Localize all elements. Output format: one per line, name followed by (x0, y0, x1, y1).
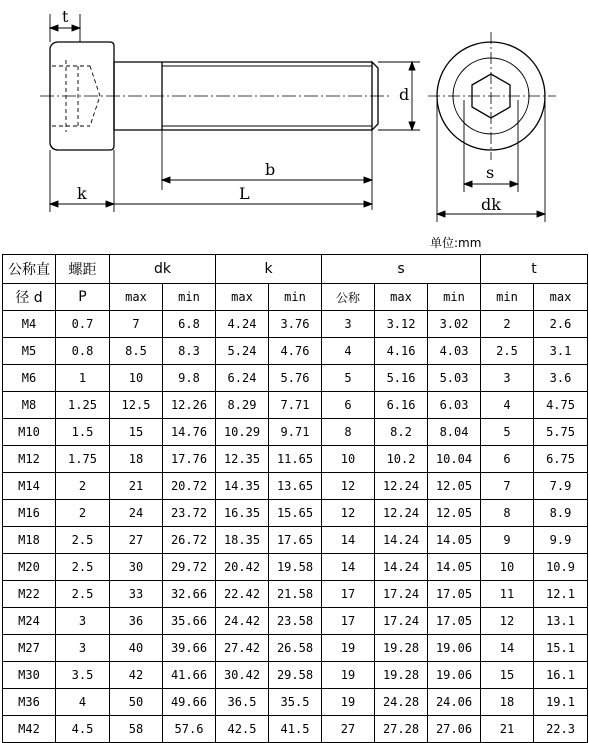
table-cell: 3.02 (428, 311, 481, 338)
table-cell: 0.7 (56, 311, 110, 338)
table-cell: 6 (322, 392, 375, 419)
table-cell: M8 (3, 392, 56, 419)
table-cell: 8 (322, 419, 375, 446)
table-row (3, 662, 588, 689)
label-L: L (239, 184, 250, 203)
table-cell: 12.24 (375, 473, 428, 500)
table-cell: 2.5 (56, 581, 110, 608)
table-cell: 3 (481, 365, 534, 392)
technical-drawing (0, 0, 589, 230)
table-cell: 6 (481, 446, 534, 473)
table-cell: 5 (481, 419, 534, 446)
table-cell: 12 (481, 608, 534, 635)
table-cell: 3 (56, 635, 110, 662)
table-cell: 15.65 (269, 500, 322, 527)
table-row (3, 419, 588, 446)
table-cell: 9 (481, 527, 534, 554)
table-cell: 4.03 (428, 338, 481, 365)
table-cell: 2.5 (481, 338, 534, 365)
table-cell: 10.2 (375, 446, 428, 473)
table-cell: M42 (3, 716, 56, 743)
table-cell: 21 (481, 716, 534, 743)
table-cell: 4.76 (269, 338, 322, 365)
unit-label: 单位:mm (430, 236, 482, 250)
table-cell: 8.9 (534, 500, 588, 527)
table-cell: 10.29 (216, 419, 269, 446)
header-s-max: max (375, 284, 428, 311)
table-cell: 3.6 (534, 365, 588, 392)
header-dk-min: min (163, 284, 216, 311)
header-t: t (481, 255, 588, 284)
table-cell: 9.8 (163, 365, 216, 392)
table-cell: 5.03 (428, 365, 481, 392)
table-cell: 12 (322, 473, 375, 500)
table-cell: 12 (322, 500, 375, 527)
table-cell: 27.06 (428, 716, 481, 743)
header-k-max: max (216, 284, 269, 311)
table-cell: M24 (3, 608, 56, 635)
table-cell: 36.5 (216, 689, 269, 716)
table-cell: 39.66 (163, 635, 216, 662)
table-cell: 3 (322, 311, 375, 338)
table-cell: M4 (3, 311, 56, 338)
table-cell: M22 (3, 581, 56, 608)
table-cell: 30 (110, 554, 163, 581)
table-cell: 12.5 (110, 392, 163, 419)
table-cell: 17 (322, 581, 375, 608)
table-cell: 17.65 (269, 527, 322, 554)
table-cell: 27.42 (216, 635, 269, 662)
table-cell: 33 (110, 581, 163, 608)
table-cell: M16 (3, 500, 56, 527)
label-t: t (62, 7, 69, 26)
table-row (3, 365, 588, 392)
table-cell: M6 (3, 365, 56, 392)
table-cell: M18 (3, 527, 56, 554)
table-row (3, 716, 588, 743)
table-cell: 14.24 (375, 554, 428, 581)
table-cell: 6.03 (428, 392, 481, 419)
table-cell: 15 (110, 419, 163, 446)
table-cell: 2 (56, 500, 110, 527)
header-pitch: 螺距 (56, 255, 110, 284)
table-cell: 2.6 (534, 311, 588, 338)
table-cell: 14 (481, 635, 534, 662)
table-cell: 17 (322, 608, 375, 635)
label-b: b (265, 160, 276, 179)
table-cell: 24.42 (216, 608, 269, 635)
table-cell: M30 (3, 662, 56, 689)
table-cell: M14 (3, 473, 56, 500)
table-cell: 5.16 (375, 365, 428, 392)
table-cell: 30.42 (216, 662, 269, 689)
table-cell: 27 (322, 716, 375, 743)
table-cell: 16.35 (216, 500, 269, 527)
header-k-min: min (269, 284, 322, 311)
table-cell: 19 (322, 662, 375, 689)
label-s: s (486, 163, 495, 182)
table-row (3, 446, 588, 473)
dim-k-L (50, 150, 372, 212)
header-t-max: max (534, 284, 588, 311)
table-cell: M20 (3, 554, 56, 581)
table-cell: 19.06 (428, 635, 481, 662)
table-cell: 14.05 (428, 527, 481, 554)
table-cell: 19.06 (428, 662, 481, 689)
table-cell: 10 (481, 554, 534, 581)
table-cell: 10.04 (428, 446, 481, 473)
table-cell: 7.71 (269, 392, 322, 419)
table-cell: 50 (110, 689, 163, 716)
table-cell: M36 (3, 689, 56, 716)
table-cell: 42.5 (216, 716, 269, 743)
table-cell: 3.12 (375, 311, 428, 338)
header-k: k (216, 255, 322, 284)
table-row (3, 311, 588, 338)
table-cell: 4.16 (375, 338, 428, 365)
table-cell: 26.72 (163, 527, 216, 554)
table-cell: 1.25 (56, 392, 110, 419)
table-cell: 9.71 (269, 419, 322, 446)
table-cell: M5 (3, 338, 56, 365)
table-row (3, 392, 588, 419)
table-cell: 7 (110, 311, 163, 338)
header-nominal: 公称直 (3, 255, 56, 284)
table-cell: 4.75 (534, 392, 588, 419)
table-cell: 35.66 (163, 608, 216, 635)
table-row (3, 689, 588, 716)
table-cell: M10 (3, 419, 56, 446)
table-cell: 3.1 (534, 338, 588, 365)
table-cell: 5.24 (216, 338, 269, 365)
table-cell: 57.6 (163, 716, 216, 743)
table-cell: 21.58 (269, 581, 322, 608)
label-k: k (77, 184, 87, 203)
table-cell: M27 (3, 635, 56, 662)
table-cell: 0.8 (56, 338, 110, 365)
table-cell: 1.75 (56, 446, 110, 473)
table-cell: 2.5 (56, 554, 110, 581)
table-cell: 12.05 (428, 473, 481, 500)
table-cell: M12 (3, 446, 56, 473)
table-cell: 23.58 (269, 608, 322, 635)
table-cell: 17.05 (428, 581, 481, 608)
table-cell: 8.04 (428, 419, 481, 446)
table-cell: 5.76 (269, 365, 322, 392)
table-row (3, 608, 588, 635)
table-cell: 12.05 (428, 500, 481, 527)
header-s-min: min (428, 284, 481, 311)
table-cell: 4.24 (216, 311, 269, 338)
table-cell: 7.9 (534, 473, 588, 500)
table-cell: 24.28 (375, 689, 428, 716)
table-cell: 40 (110, 635, 163, 662)
table-cell: 12.24 (375, 500, 428, 527)
table-cell: 8 (481, 500, 534, 527)
table-row (3, 635, 588, 662)
table-cell: 8.5 (110, 338, 163, 365)
table-cell: 19.58 (269, 554, 322, 581)
table-cell: 10 (322, 446, 375, 473)
table-cell: 17.24 (375, 608, 428, 635)
screw-head (50, 42, 114, 150)
table-row (3, 527, 588, 554)
table-cell: 10.9 (534, 554, 588, 581)
table-cell: 8.2 (375, 419, 428, 446)
table-cell: 2 (56, 473, 110, 500)
table-cell: 4.5 (56, 716, 110, 743)
table-cell: 14.05 (428, 554, 481, 581)
header-nominal-2: 径 d (3, 284, 56, 311)
table-cell: 4 (56, 689, 110, 716)
table-cell: 7 (481, 473, 534, 500)
table-cell: 23.72 (163, 500, 216, 527)
table-cell: 14.24 (375, 527, 428, 554)
table-row (3, 500, 588, 527)
table-cell: 11.65 (269, 446, 322, 473)
table-cell: 32.66 (163, 581, 216, 608)
table-row (3, 473, 588, 500)
table-cell: 15 (481, 662, 534, 689)
table-cell: 58 (110, 716, 163, 743)
table-cell: 6.16 (375, 392, 428, 419)
table-cell: 3.76 (269, 311, 322, 338)
table-cell: 3.5 (56, 662, 110, 689)
table-cell: 29.72 (163, 554, 216, 581)
table-cell: 27.28 (375, 716, 428, 743)
table-cell: 2 (481, 311, 534, 338)
table-cell: 21 (110, 473, 163, 500)
table-cell: 11 (481, 581, 534, 608)
table-cell: 8.3 (163, 338, 216, 365)
table-cell: 17.24 (375, 581, 428, 608)
table-cell: 3 (56, 608, 110, 635)
table-cell: 6.75 (534, 446, 588, 473)
header-pitch-2: P (56, 284, 110, 311)
table-cell: 18.35 (216, 527, 269, 554)
table-cell: 4 (481, 392, 534, 419)
table-cell: 22.42 (216, 581, 269, 608)
table-cell: 6.8 (163, 311, 216, 338)
table-cell: 14 (322, 554, 375, 581)
table-cell: 5 (322, 365, 375, 392)
table-cell: 22.3 (534, 716, 588, 743)
table-cell: 14.35 (216, 473, 269, 500)
table-cell: 4 (322, 338, 375, 365)
label-d: d (399, 85, 410, 104)
table-cell: 13.65 (269, 473, 322, 500)
table-cell: 19 (322, 635, 375, 662)
table-cell: 14 (322, 527, 375, 554)
table-cell: 12.26 (163, 392, 216, 419)
header-row-2 (3, 284, 588, 311)
table-row (3, 581, 588, 608)
table-cell: 8.29 (216, 392, 269, 419)
table-cell: 19.28 (375, 662, 428, 689)
table-cell: 6.24 (216, 365, 269, 392)
table-cell: 14.76 (163, 419, 216, 446)
table-cell: 19 (322, 689, 375, 716)
table-cell: 27 (110, 527, 163, 554)
table-row (3, 338, 588, 365)
table-cell: 17.05 (428, 608, 481, 635)
table-cell: 9.9 (534, 527, 588, 554)
table-cell: 16.1 (534, 662, 588, 689)
table-cell: 41.5 (269, 716, 322, 743)
table-cell: 49.66 (163, 689, 216, 716)
table-cell: 36 (110, 608, 163, 635)
table-cell: 13.1 (534, 608, 588, 635)
table-cell: 2.5 (56, 527, 110, 554)
table-cell: 41.66 (163, 662, 216, 689)
header-s: s (322, 255, 481, 284)
table-cell: 12.1 (534, 581, 588, 608)
spec-table (2, 254, 588, 743)
table-cell: 24 (110, 500, 163, 527)
table-cell: 29.58 (269, 662, 322, 689)
table-cell: 18 (481, 689, 534, 716)
table-cell: 5.75 (534, 419, 588, 446)
end-view (428, 32, 556, 160)
header-s-nominal: 公称 (322, 284, 375, 311)
header-row-1 (3, 255, 588, 284)
header-t-min: min (481, 284, 534, 311)
table-row (3, 554, 588, 581)
table-cell: 20.42 (216, 554, 269, 581)
table-cell: 20.72 (163, 473, 216, 500)
table-cell: 12.35 (216, 446, 269, 473)
label-dk: dk (481, 195, 501, 214)
table-cell: 10 (110, 365, 163, 392)
table-cell: 19.1 (534, 689, 588, 716)
table-cell: 19.28 (375, 635, 428, 662)
header-dk-max: max (110, 284, 163, 311)
table-cell: 17.76 (163, 446, 216, 473)
table-cell: 18 (110, 446, 163, 473)
header-dk: dk (110, 255, 216, 284)
table-cell: 26.58 (269, 635, 322, 662)
table-cell: 35.5 (269, 689, 322, 716)
table-cell: 1 (56, 365, 110, 392)
table-cell: 24.06 (428, 689, 481, 716)
table-cell: 15.1 (534, 635, 588, 662)
table-cell: 42 (110, 662, 163, 689)
table-cell: 1.5 (56, 419, 110, 446)
